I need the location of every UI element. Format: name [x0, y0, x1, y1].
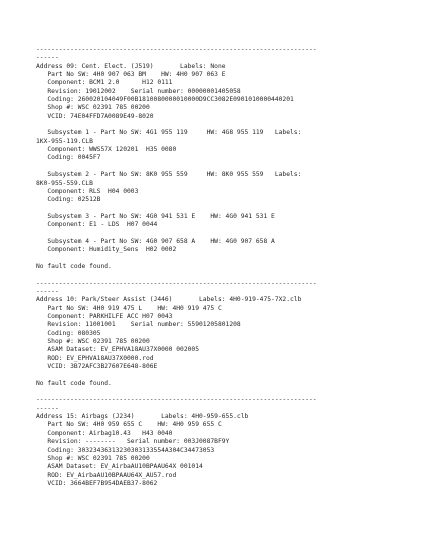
report-line: No fault code found. — [36, 379, 112, 387]
module-section — [36, 396, 388, 488]
report-line: Shop #: WSC 02391 785 00200 — [36, 104, 150, 112]
section-divider: ------ — [36, 287, 59, 295]
report-line: Part No SW: 4H0 959 655 C HW: 4H0 959 655 C — [36, 421, 222, 429]
report-line: Coding: 30323436313230303133554A304C34473053 — [36, 446, 215, 454]
report-line: VCID: 74E04FFD7A0089E49-8020 — [36, 112, 154, 120]
report-line: Component: RLS H04 0003 — [36, 187, 139, 195]
report-line: No fault code found. — [36, 262, 112, 270]
report-line: 1KX-955-119.CLB — [36, 137, 93, 145]
report-line: Component: WWS57X 120201 H35 0080 — [36, 146, 177, 154]
section-divider: -------------------------------------------------------------------------- — [36, 279, 317, 287]
report-line: Revision: 11001001 Serial number: 55901205801208 — [36, 321, 241, 329]
report-line — [36, 388, 388, 396]
report-line: Address 15: Airbags (J234) Labels: 4H0-959-655.clb — [36, 413, 249, 421]
report-line: VCID: 3664BEF7B954DAEB37-8062 — [36, 479, 158, 487]
section-divider: ------ — [36, 404, 59, 412]
report-line: Component: Airbag10.43 H43 0040 — [36, 429, 173, 437]
report-line: ROD: EV_AirbaAU10BPAAU64X_AU57.rod — [36, 471, 177, 479]
report-line: Coding: 080305 — [36, 329, 101, 337]
report-line: Component: PARKHILFE ACC H07 0043 — [36, 313, 173, 320]
report-line: Subsystem 2 - Part No SW: 8K0 955 559 HW: 8K0 955 559 Labels: — [36, 171, 302, 179]
module-section — [36, 280, 388, 397]
report-line — [36, 230, 388, 238]
report-line: Subsystem 4 - Part No SW: 4G0 907 658 A HW: 4G0 907 658 A — [36, 237, 275, 245]
report-line: Shop #: WSC 02391 785 00200 — [36, 454, 150, 462]
report-line — [36, 255, 388, 263]
scan-report — [36, 46, 388, 488]
report-line: Part No SW: 4H0 919 475 L HW: 4H0 919 475 C — [36, 304, 222, 312]
report-line: Component: Humidity_Sens H02 0002 — [36, 246, 177, 254]
report-line — [36, 271, 388, 279]
report-line — [36, 205, 388, 213]
report-line: Revision: -------- Serial number: 003J0087BF9Y — [36, 438, 230, 446]
report-line: Subsystem 3 - Part No SW: 4G0 941 531 E HW: 4G0 941 531 E — [36, 212, 275, 220]
report-line: Address 09: Cent. Elect. (J519) Labels: None — [36, 62, 226, 70]
report-line: Component: E1 - LDS H07 0044 — [36, 221, 158, 229]
report-line: ROD: EV_EPHVA18AU37X0000.rod — [36, 354, 154, 362]
report-line: Coding: 260020104049F00B1810080000010000D9CC3082E0901010000440201 — [36, 96, 294, 104]
report-line: Coding: 02512B — [36, 196, 101, 204]
report-line: Component: BCM1 2.0 H12 0111 — [36, 79, 173, 87]
report-line — [36, 121, 388, 129]
section-divider: -------------------------------------------------------------------------- — [36, 396, 317, 404]
module-section — [36, 46, 388, 280]
report-line: 8K0-955-559.CLB — [36, 179, 93, 187]
report-line: Coding: 0045F7 — [36, 154, 101, 162]
section-divider: -------------------------------------------------------------------------- — [36, 46, 317, 53]
report-line — [36, 371, 388, 379]
report-line: ASAM Dataset: EV_AirbaAU10BPAAU64X 001014 — [36, 463, 203, 471]
report-line: Subsystem 1 - Part No SW: 4G1 955 119 HW: 4G8 955 119 Labels: — [36, 129, 302, 137]
report-line: Revision: 19012002 Serial number: 00000001405058 — [36, 87, 241, 95]
report-line: VCID: 3B72AFC3B27607E648-806E — [36, 363, 158, 371]
section-divider: ------ — [36, 54, 59, 62]
report-line: ASAM Dataset: EV_EPHVA18AU37X0000 002005 — [36, 346, 200, 354]
report-line: Shop #: WSC 02391 785 00200 — [36, 338, 150, 346]
report-line — [36, 163, 388, 171]
report-line: Part No SW: 4H0 907 063 BM HW: 4H0 907 063 E — [36, 71, 226, 79]
report-line: Address 10: Park/Steer Assist (J446) Labels: 4H0-919-475-7X2.clb — [36, 296, 302, 304]
